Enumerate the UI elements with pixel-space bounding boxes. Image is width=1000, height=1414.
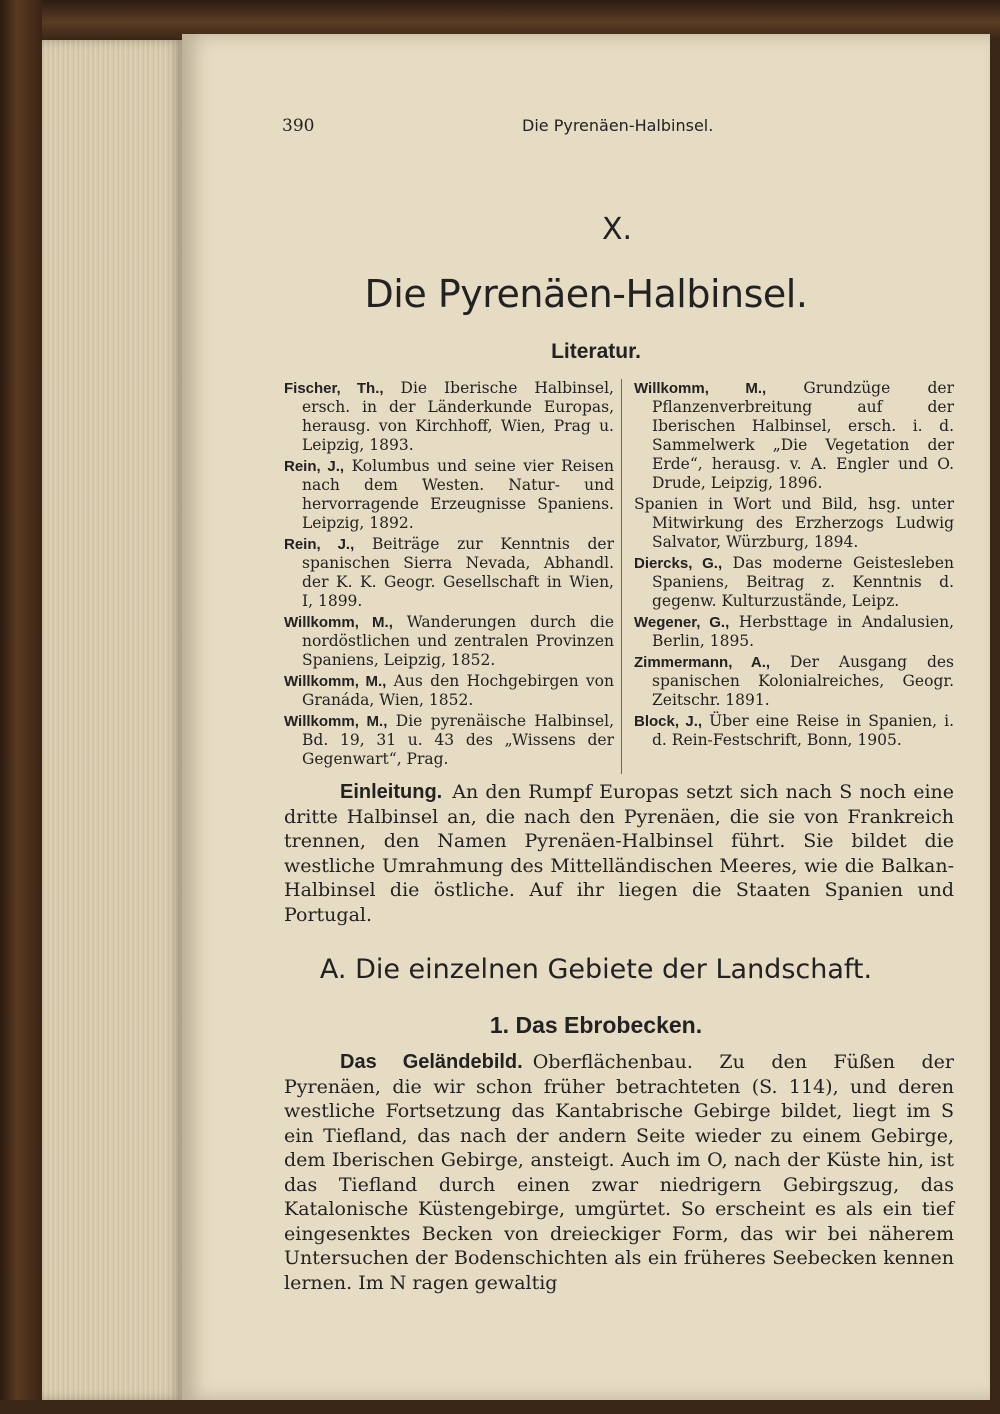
entry-text: Spanien in Wort und Bild, hsg. unter Mitwirkung des Erzherzogs Ludwig Salvator, Würzburg, 1894.	[634, 495, 954, 551]
page-stack-edge	[42, 40, 182, 1400]
introduction-lead: Einleitung.	[340, 781, 443, 803]
entry-text: Die pyrenäische Halbinsel, Bd. 19, 31 u. 43 des „Wissens der Gegenwart“, Prag.	[302, 712, 615, 768]
entry-author: Diercks, G.,	[634, 555, 723, 572]
entry-author: Willkomm, M.,	[634, 380, 767, 397]
gelaendebild-text: Oberflächenbau. Zu den Füßen der Pyrenäen, die wir schon früher betrachteten (S. 114), und deren westliche Fortsetzung das Kantabrische Gebirge bildet, liegt im S ein Tiefland, das nach der andern Seite wieder zu einem Gebirge, dem Iberischen Gebirge, ansteigt. Auch im O, nach der Küste hin, ist das Tiefland durch einen zwar niedrigern Gebirgszug, das Katalonische Küstengebirge, umgürtet. So erscheint es als ein tief eingesenktes Becken von dreieckiger Form, das wir bei näherem Untersuchen der Bodenschichten als ein früheres Seebecken kennen lernen. Im N ragen gewaltig	[284, 1051, 955, 1294]
literature-entry	[634, 712, 954, 750]
chapter-title: Die Pyrenäen-Halbinsel.	[364, 272, 808, 316]
entry-author: Zimmermann, A.,	[634, 654, 771, 671]
book-page	[182, 34, 990, 1400]
entry-text: Der Ausgang des spanischen Kolonialreiches, Geogr. Zeitschr. 1891.	[652, 653, 954, 709]
literature-entry	[284, 613, 614, 670]
section-heading: A. Die einzelnen Gebiete der Landschaft.	[319, 954, 873, 985]
book-cover-edge	[0, 0, 42, 1414]
entry-text: Wanderungen durch die nordöstlichen und zentralen Provinzen Spaniens, Leipzig, 1852.	[302, 613, 614, 669]
entry-text: Aus den Hochgebirgen von Granáda, Wien, 1852.	[302, 672, 614, 709]
book-bottom-edge	[0, 1400, 1000, 1414]
entry-text: Die Iberische Halbinsel, ersch. in der Länderkunde Europas, herausg. von Kirchhoff, Wien, Prag u. Leipzig, 1893.	[302, 379, 614, 454]
entry-text: Grundzüge der Pflanzenverbreitung auf der Iberischen Halbinsel, ersch. i. d. Sammelwerk „Die Vegetation der Erde“, herausg. v. A. Engler und O. Drude, Leipzig, 1896.	[652, 379, 954, 492]
entry-text: Kolumbus und seine vier Reisen nach dem Westen. Natur- und hervorragende Erzeugnisse Spaniens. Leipzig, 1892.	[302, 457, 614, 532]
subsection-heading: 1. Das Ebrobecken.	[489, 1012, 703, 1038]
literature-entry	[284, 672, 614, 710]
entry-author: Wegener, G.,	[634, 614, 730, 631]
literature-entry	[634, 495, 954, 552]
literature-entry	[634, 613, 954, 651]
literature-heading: Literatur.	[551, 340, 641, 363]
entry-text: Beiträge zur Kenntnis der spanischen Sierra Nevada, Abhandl. der K. K. Geogr. Gesellschaft in Wien, I, 1899.	[302, 535, 614, 610]
column-divider	[621, 379, 622, 774]
literature-entry	[284, 535, 614, 611]
entry-author: Willkomm, M.,	[284, 673, 387, 690]
literature-entry	[284, 712, 614, 769]
page-number: 390	[282, 116, 315, 136]
gelaendebild-paragraph	[284, 1050, 954, 1295]
introduction-text: An den Rumpf Europas setzt sich nach S noch eine dritte Halbinsel an, die nach den Pyrenäen, die sie von Frankreich trennen, den Namen Pyrenäen-Halbinsel führt. Sie bildet die westliche Umrahmung des Mittelländischen Meeres, wie die Balkan-Halbinsel die östliche. Auf ihr liegen die Staaten Spanien und Portugal.	[284, 781, 954, 926]
literature-entry	[634, 554, 954, 611]
literature-left-column	[284, 379, 614, 771]
entry-author: Rein, J.,	[284, 536, 355, 553]
entry-author: Willkomm, M.,	[284, 614, 393, 631]
entry-author: Fischer, Th.,	[284, 380, 384, 397]
entry-author: Willkomm, M.,	[284, 713, 388, 730]
entry-author: Block, J.,	[634, 713, 703, 730]
entry-text: Über eine Reise in Spanien, i. d. Rein-Festschrift, Bonn, 1905.	[652, 712, 954, 749]
literature-right-column	[634, 379, 954, 752]
entry-text: Das moderne Geistesleben Spaniens, Beitrag z. Kenntnis d. gegenw. Kulturzustände, Leipz.	[652, 554, 954, 610]
literature-entry	[284, 379, 614, 455]
literature-entry	[284, 457, 614, 533]
chapter-numeral: X.	[602, 212, 633, 247]
literature-entry	[634, 379, 954, 493]
literature-entry	[634, 653, 954, 710]
gelaendebild-lead: Das Geländebild.	[340, 1051, 523, 1073]
entry-text: Herbsttage in Andalusien, Berlin, 1895.	[652, 613, 954, 650]
running-title: Die Pyrenäen-Halbinsel.	[522, 116, 714, 135]
introduction-paragraph	[284, 780, 954, 927]
entry-author: Rein, J.,	[284, 458, 345, 475]
